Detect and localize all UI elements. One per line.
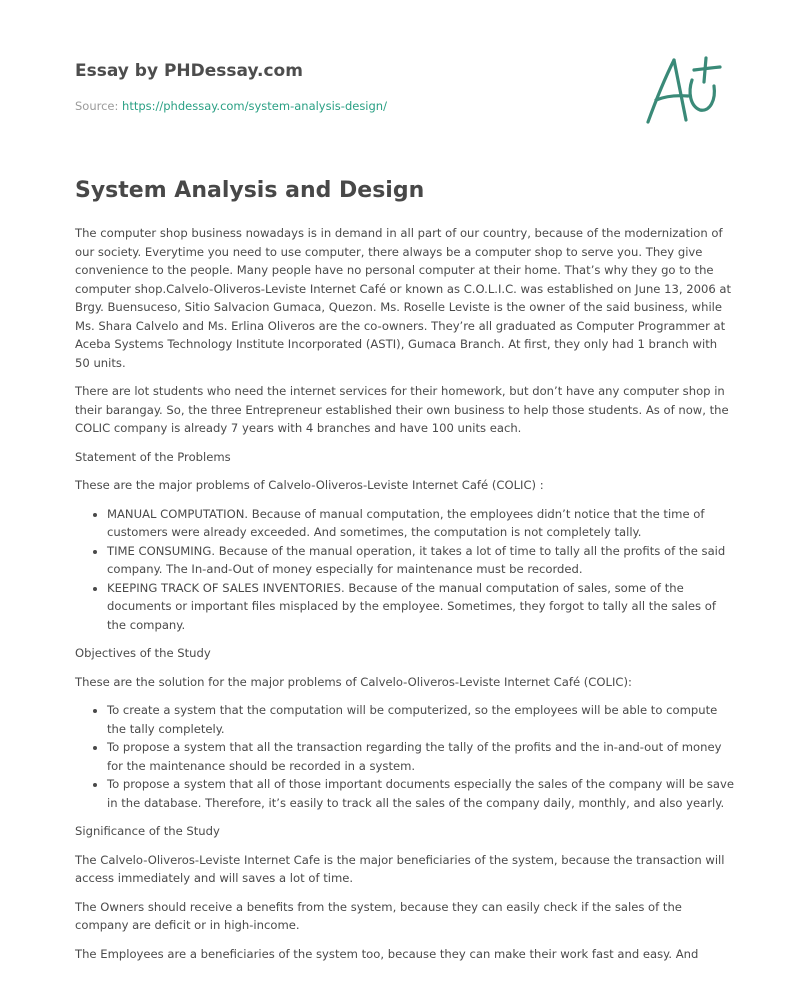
site-title: Essay by PHDessay.com bbox=[75, 61, 303, 81]
a-plus-logo-icon bbox=[636, 50, 732, 132]
source-line bbox=[75, 98, 595, 114]
problems-lead: These are the major problems of Calvelo-Oliveros-Leviste Internet Café (COLIC) : bbox=[75, 478, 544, 492]
list-item: • To propose a system that all the transaction regarding the tally of the profits and the in-and-out of money for the maintenance should be recorded in a system. bbox=[107, 738, 735, 775]
problems-heading: Statement of the Problems bbox=[75, 449, 231, 464]
list-item: • TIME CONSUMING. Because of the manual operation, it takes a lot of time to tally all the profits of the said company. The In-and-Out of money especially for maintenance must be recorded. bbox=[107, 542, 735, 579]
objectives-heading: Objectives of the Study bbox=[75, 646, 211, 660]
significance-heading: Significance of the Study bbox=[75, 824, 220, 838]
significance-paragraph: The Calvelo-Oliveros-Leviste Internet Cafe is the major beneficiaries of the system, because the transaction will access immediately and will saves a lot of time. bbox=[75, 852, 725, 885]
source-link[interactable]: https://phdessay.com/system-analysis-design/ bbox=[122, 99, 387, 113]
list-item: • KEEPING TRACK OF SALES INVENTORIES. Because of the manual computation of sales, some of the documents or important files misplaced by the employee. Sometimes, they forgot to tally all the sales of the company. bbox=[107, 579, 735, 635]
significance-paragraph: The Owners should receive a benefits from the system, because they can easily check if the sales of the company are deficit or in high-income. bbox=[75, 899, 682, 932]
list-item: • To create a system that the computation will be computerized, so the employees will be able to compute the tally completely. bbox=[107, 701, 735, 738]
objectives-list bbox=[75, 701, 735, 812]
intro-paragraph: The computer shop business nowadays is in demand in all part of our country, because of the modernization of our society. Everytime you need to use computer, there always be a computer shop to serve you. They give convenience to the people. Many people have no personal computer at their home. That’s why they go to the computer shop.Calvelo-Oliveros-Leviste Internet Café or known as C.O.L.I.C. was established on June 13, 2006 at Brgy. Buensuceso, Sitio Salvacion Gumaca, Quezon. Ms. Roselle Leviste is the owner of the said business, while Ms. Shara Calvelo and Ms. Erlina Oliveros are the co-owners. They’re all graduated as Computer Programmer at Aceba Systems Technology Institute Incorporated (ASTI), Gumaca Branch. At first, they only had 1 branch with 50 units. bbox=[75, 226, 732, 370]
document-header bbox=[75, 60, 595, 114]
list-item: • MANUAL COMPUTATION. Because of manual computation, the employees didn’t notice that the time of customers were already exceeded. And sometimes, the computation is not completely tally. bbox=[107, 505, 735, 542]
problems-list bbox=[75, 505, 735, 635]
page-title: System Analysis and Design bbox=[75, 178, 425, 203]
objectives-lead: These are the solution for the major problems of Calvelo-Oliveros-Leviste Internet Café (COLIC): bbox=[75, 674, 632, 689]
intro-paragraph: There are lot students who need the internet services for their homework, but don’t have any computer shop in their barangay. So, the three Entrepreneur established their own business to help those students. As of now, the COLIC company is already 7 years with 4 branches and have 100 units each. bbox=[75, 384, 729, 435]
list-item: • To propose a system that all of those important documents especially the sales of the company will be save in the database. Therefore, it’s easily to track all the sales of the company daily, monthly, and also yearly. bbox=[107, 775, 735, 812]
essay-article bbox=[75, 176, 735, 973]
significance-paragraph: The Employees are a beneficiaries of the system too, because they can make their work fast and easy. And bbox=[75, 946, 699, 961]
source-label: Source: bbox=[75, 99, 123, 113]
